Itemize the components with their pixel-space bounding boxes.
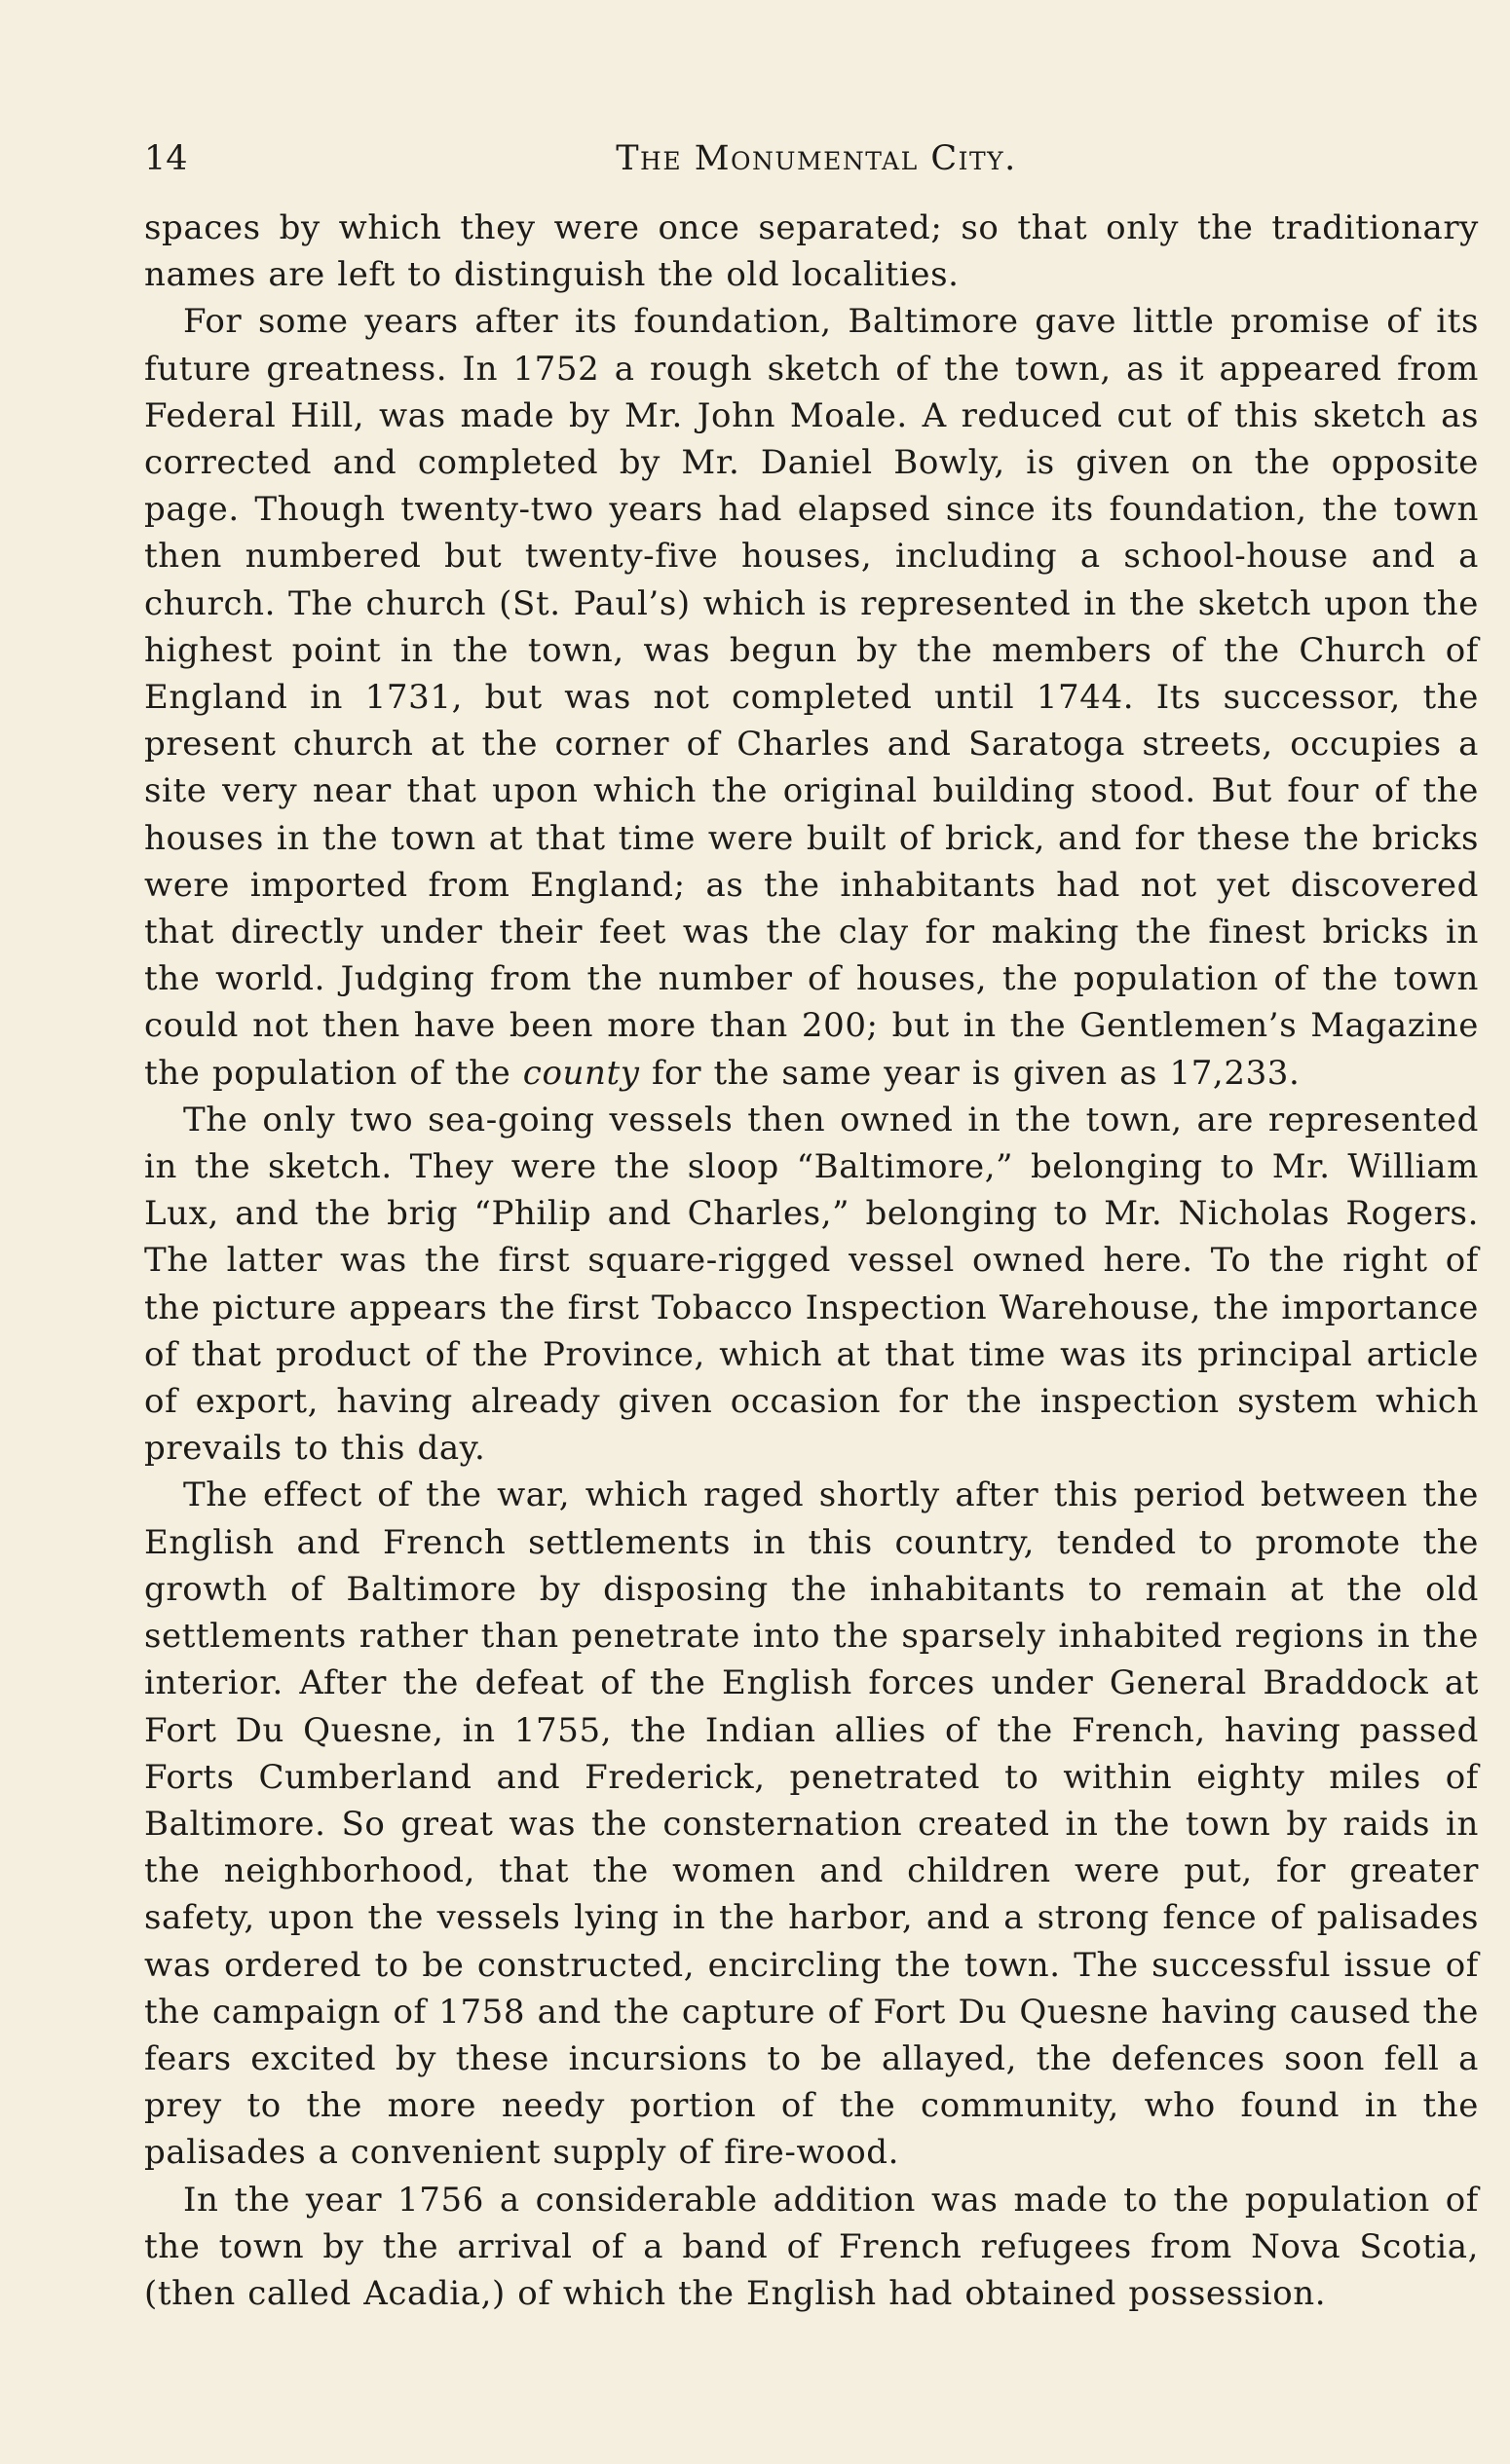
running-head: [144, 134, 1489, 183]
paragraph-vessels: [144, 1097, 1479, 1473]
paragraph-1756-refugees: [144, 2177, 1479, 2318]
paragraph-text: The effect of the war, which raged shortly after this period between the English and French settlements in this country, tended to promote the growth of Baltimore by disposing the inhabitants to remain at the old settlements rather than penetrate into the sparsely inhabited regions in the interior. After the defeat of the English forces under General Braddock at Fort Du Quesne, in 1755, the Indian allies of the French, having passed Forts Cumberland and Frederick, penetrated to within eighty miles of Baltimore. So great was the consternation created in the town by raids in the neighborhood, that the women and children were put, for greater safety, upon the vessels lying in the harbor, and a strong fence of palisades was ordered to be constructed, encircling the town. The successful issue of the campaign of 1758 and the capture of Fort Du Quesne having caused the fears excited by these incursions to be allayed, the defences soon fell a prey to the more needy portion of the community, who found in the palisades a convenient supply of fire-wood.: [144, 1475, 1479, 2173]
paragraph-war: [144, 1472, 1479, 2176]
paragraph-1752-sketch: [144, 298, 1479, 1096]
paragraph-continuation: [144, 205, 1479, 298]
emphasis-county: county: [522, 1053, 640, 1093]
paragraph-text-after: for the same year is given as 17,233.: [639, 1053, 1301, 1093]
body-text: [144, 205, 1479, 2317]
paragraph-text: spaces by which they were once separated; so that only the traditionary names are left to distinguish the old localities.: [144, 208, 1479, 295]
running-title: The Monumental City.: [616, 139, 1017, 178]
paragraph-text: In the year 1756 a considerable addition was made to the population of the town by the arrival of a band of French refugees from Nova Scotia, (then called Acadia,) of which the English had obtained possession.: [144, 2180, 1479, 2313]
page-number: 14: [144, 139, 188, 178]
paragraph-text: For some years after its foundation, Baltimore gave little promise of its future greatness. In 1752 a rough sketch of the town, as it appeared from Federal Hill, was made by Mr. John Moale. A reduced cut of this sketch as corrected and completed by Mr. Daniel Bowly, is given on the opposite page. Though twenty-two years had elapsed since its foundation, the town then numbered but twenty-five houses, including a school-house and a church. The church (St. Paul’s) which is represented in the sketch upon the highest point in the town, was begun by the members of the Church of England in 1731, but was not completed until 1744. Its successor, the present church at the corner of Charles and Saratoga streets, occupies a site very near that upon which the original building stood. But four of the houses in the town at that time were built of brick, and for these the bricks were imported from England; as the inhabitants had not yet discovered that directly under their feet was the clay for making the finest bricks in the world. Judging from the number of houses, the population of the town could not then have been more than 200; but in the Gentlemen’s Magazine the population of the: [144, 302, 1479, 1093]
paragraph-text: The only two sea-going vessels then owned in the town, are represented in the sketch. They were the sloop “Baltimore,” belonging to Mr. William Lux, and the brig “Philip and Charles,” belonging to Mr. Nicholas Rogers. The latter was the first square-rigged vessel owned here. To the right of the picture appears the first Tobacco Inspection Warehouse, the importance of that product of the Province, which at that time was its principal article of export, having already given occasion for the inspection system which prevails to this day.: [144, 1100, 1479, 1469]
